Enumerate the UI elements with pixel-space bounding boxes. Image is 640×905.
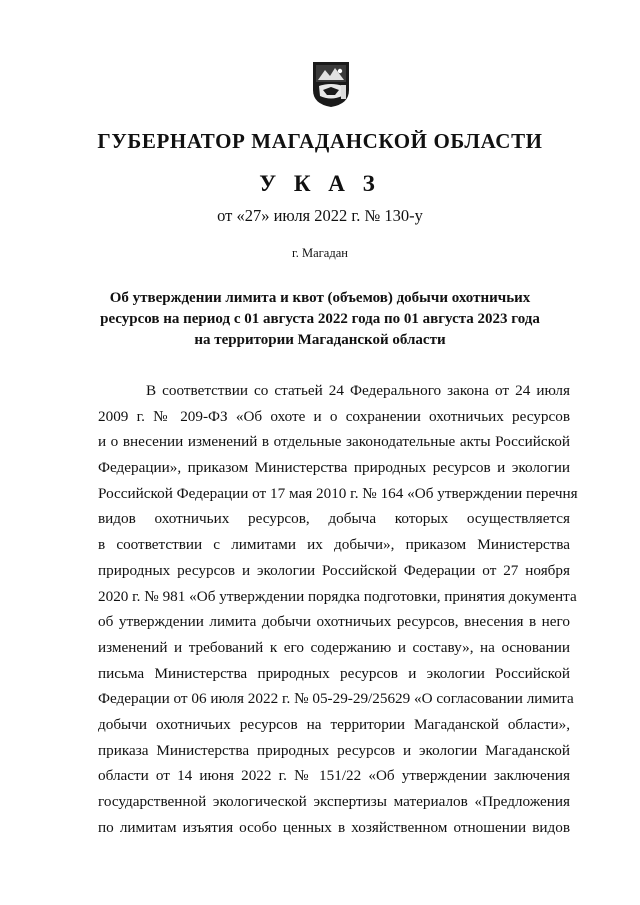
title-line: на территории Магаданской области — [194, 332, 446, 348]
body-line: добычи охотничьих ресурсов на территории Магаданской области», — [98, 715, 570, 733]
body-line: по лимитам изъятия особо ценных в хозяйственном отношении видов — [98, 818, 570, 836]
document-body — [98, 378, 578, 840]
body-line: в соответствии с лимитами их добычи», приказом Министерства — [98, 536, 570, 554]
document-type: У К А З — [259, 171, 381, 196]
body-line: области от 14 июня 2022 г. № 151/22 «Об утверждении заключения — [98, 767, 570, 785]
body-line: и о внесении изменений в отдельные законодательные акты Российской — [98, 433, 570, 451]
title-line: ресурсов на период с 01 августа 2022 года по 01 августа 2023 года — [100, 311, 540, 327]
body-line: 2009 г. № 209-ФЗ «Об охоте и о сохранении охотничьих ресурсов — [98, 407, 570, 425]
body-line: письма Министерства природных ресурсов и экологии Российской — [98, 664, 570, 682]
body-line: видов охотничьих ресурсов, добыча которых осуществляется — [98, 510, 570, 528]
body-line: Российской Федерации от 17 мая 2010 г. № 164 «Об утверждении перечня — [98, 484, 578, 502]
body-line: изменений и требований к его содержанию и составу», на основании — [98, 638, 570, 656]
body-line: Федерации от 06 июля 2022 г. № 05-29-29/25629 «О согласовании лимита — [98, 690, 574, 708]
body-line: природных ресурсов и экологии Российской Федерации от 27 ноября — [98, 561, 570, 579]
document-date-number: от «27» июля 2022 г. № 130-у — [217, 206, 423, 225]
title-line: Об утверждении лимита и квот (объемов) добычи охотничьих — [109, 290, 531, 306]
body-line: об утверждении лимита добычи охотничьих ресурсов, внесения в него — [98, 613, 570, 631]
magadan-coat-of-arms-icon — [311, 60, 351, 108]
body-line: 2020 г. № 981 «Об утверждении порядка подготовки, принятия документа — [98, 587, 577, 605]
body-line: Федерации», приказом Министерства природных ресурсов и экологии — [98, 459, 570, 477]
body-line: В соответствии со статьей 24 Федерального закона от 24 июля — [146, 382, 570, 399]
body-line: приказа Министерства природных ресурсов и экологии Магаданской — [98, 741, 570, 759]
issuing-authority: ГУБЕРНАТОР МАГАДАНСКОЙ ОБЛАСТИ — [97, 129, 543, 153]
document-city: г. Магадан — [292, 246, 348, 260]
document-title — [60, 288, 580, 351]
body-line: государственной экологической экспертизы материалов «Предложения — [98, 793, 570, 810]
